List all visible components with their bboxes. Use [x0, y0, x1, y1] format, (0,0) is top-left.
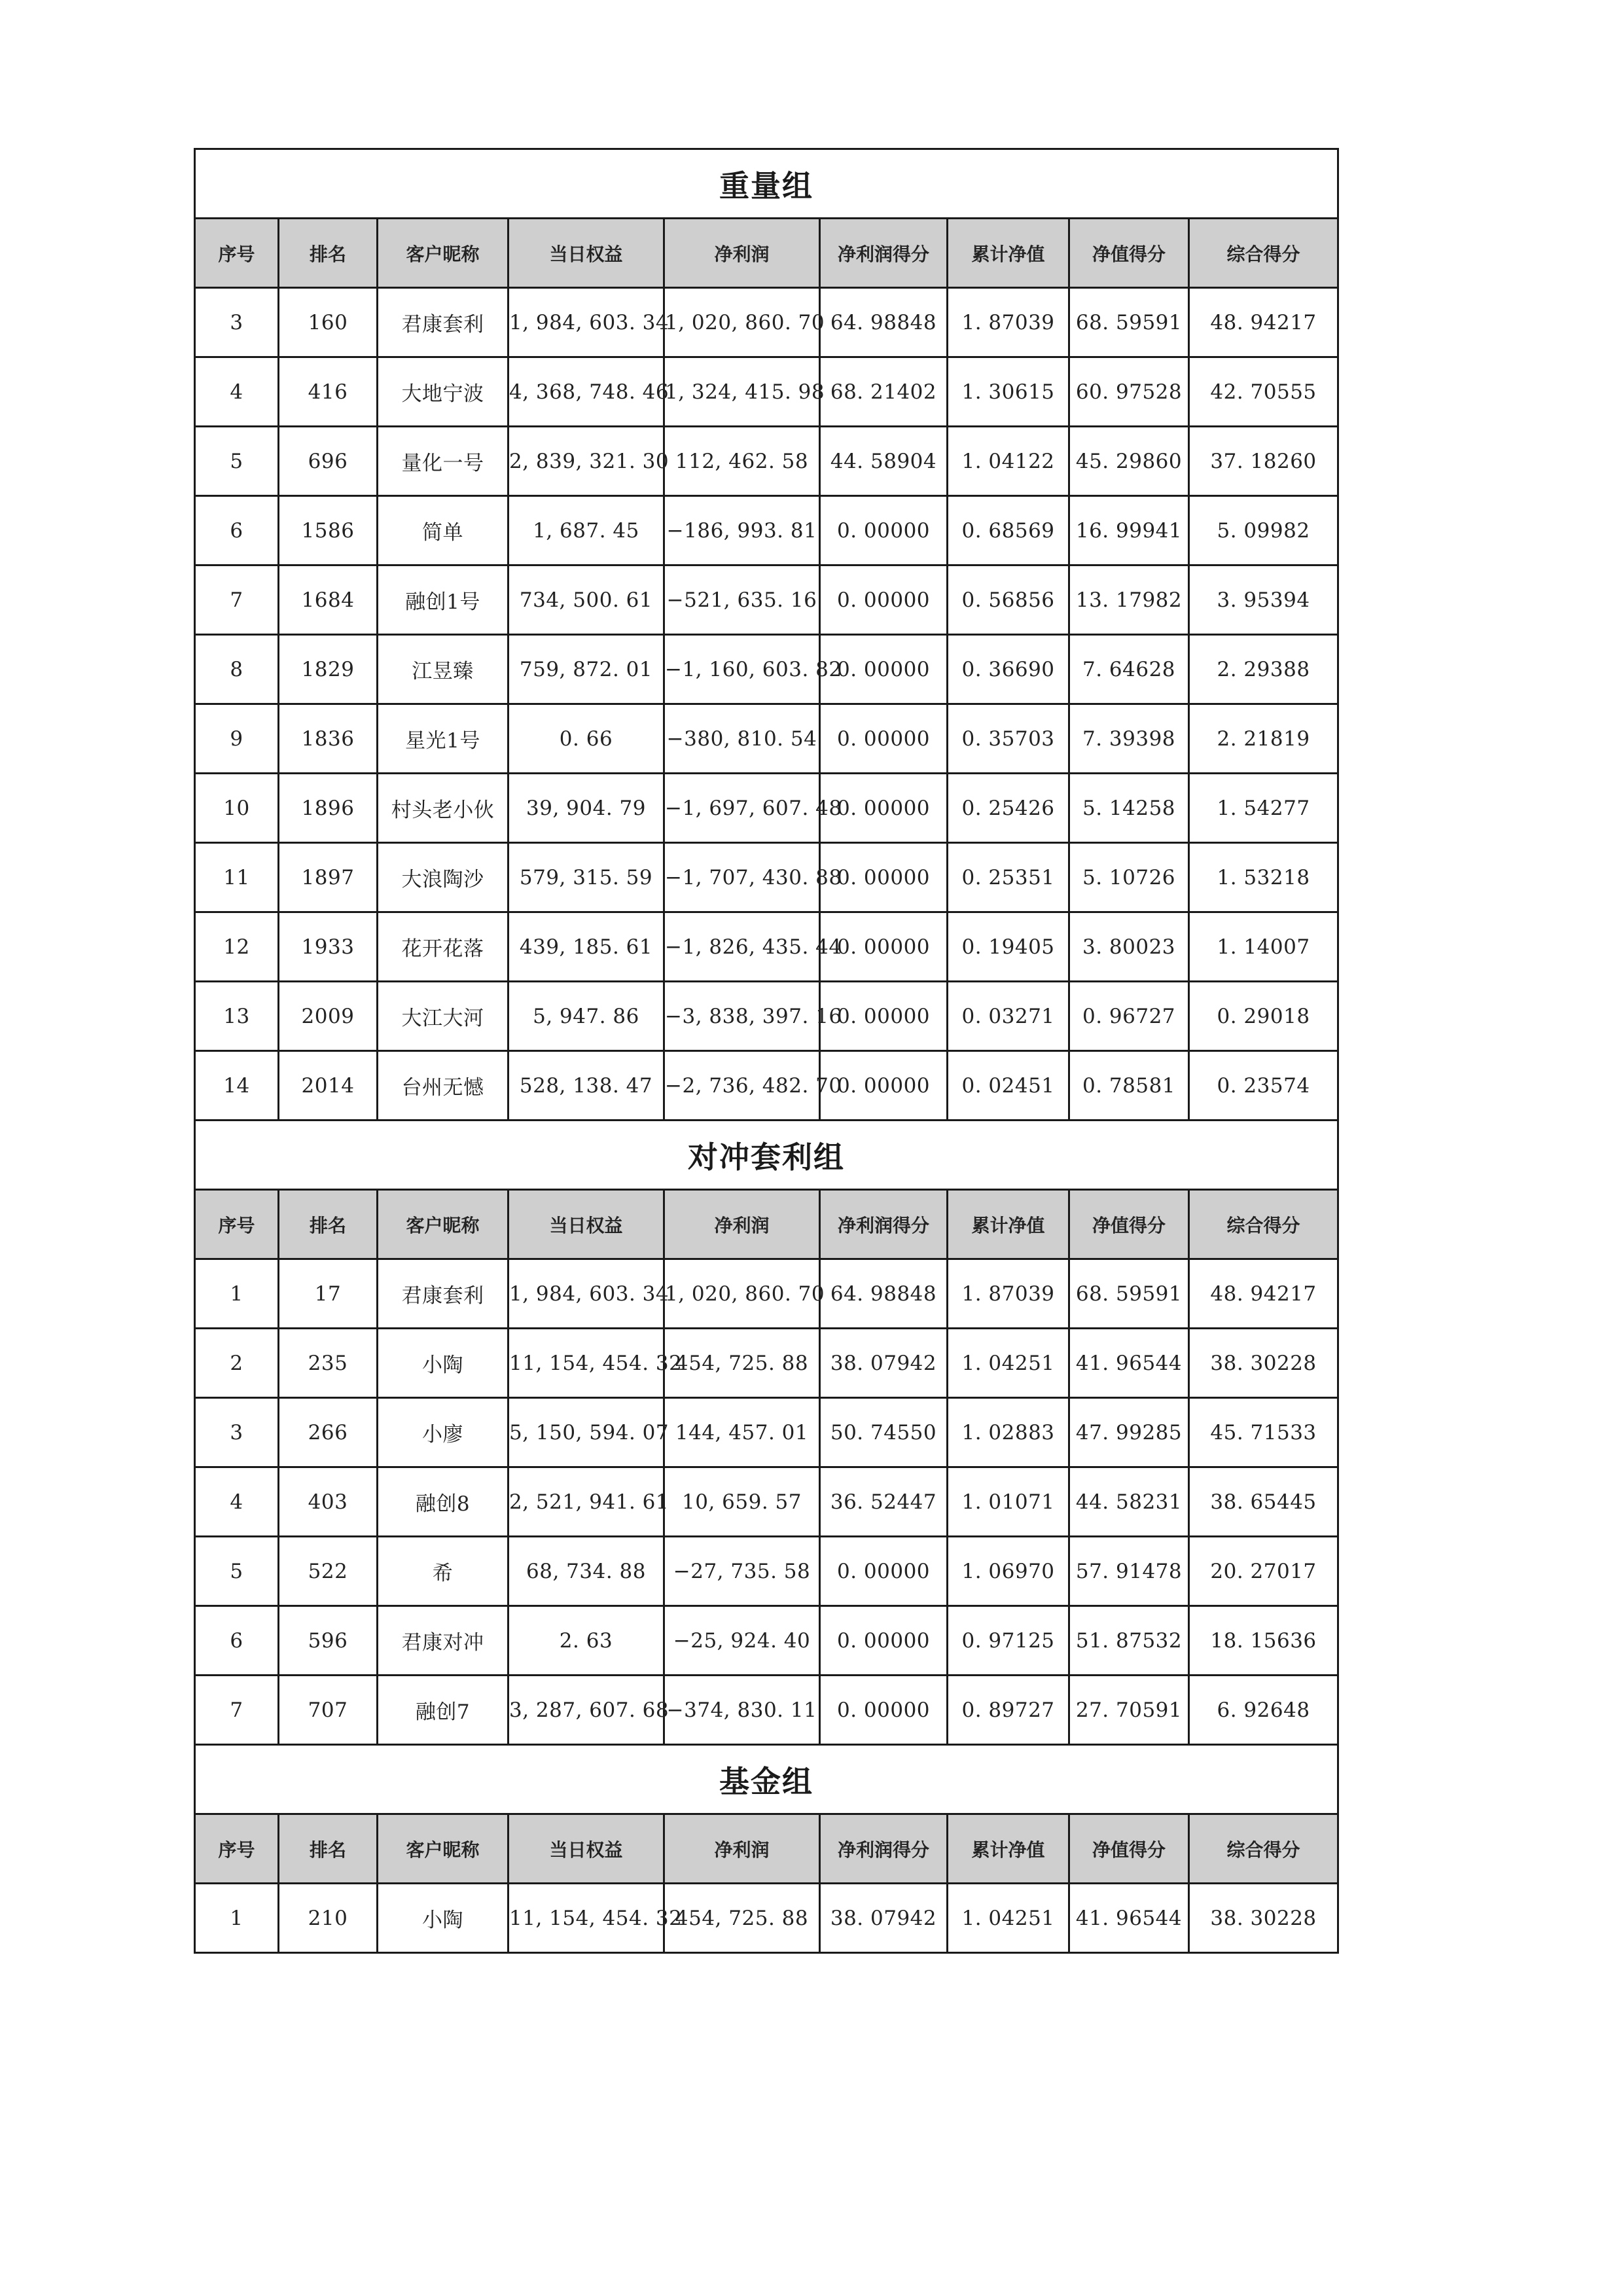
- cell-cumulative-nav: 0. 35703: [948, 704, 1069, 774]
- cell-cumulative-nav: 0. 97125: [948, 1606, 1069, 1676]
- cell-nickname: 量化一号: [378, 427, 508, 496]
- column-header-seq: 序号: [195, 219, 279, 288]
- cell-profit-score: 50. 74550: [820, 1398, 948, 1467]
- cell-seq: 10: [195, 774, 279, 843]
- cell-total-score: 0. 23574: [1189, 1051, 1338, 1121]
- cell-total-score: 48. 94217: [1189, 288, 1338, 357]
- column-header-rank: 排名: [279, 1814, 378, 1884]
- cell-cumulative-nav: 0. 03271: [948, 982, 1069, 1051]
- heavy-group-title: 重量组: [195, 149, 1338, 219]
- table-row: [195, 496, 1338, 565]
- cell-rank: 522: [279, 1537, 378, 1606]
- column-header-rank: 排名: [279, 1190, 378, 1259]
- cell-profit-score: 0. 00000: [820, 912, 948, 982]
- cell-seq: 3: [195, 288, 279, 357]
- cell-nav-score: 16. 99941: [1069, 496, 1189, 565]
- cell-seq: 7: [195, 1676, 279, 1745]
- table-row: [195, 1329, 1338, 1398]
- cell-profit-score: 0. 00000: [820, 1676, 948, 1745]
- cell-equity: 0. 66: [508, 704, 664, 774]
- table-row: [195, 774, 1338, 843]
- cell-seq: 9: [195, 704, 279, 774]
- hedge-arbitrage-group-title: 对冲套利组: [195, 1121, 1338, 1190]
- cell-rank: 1896: [279, 774, 378, 843]
- cell-seq: 1: [195, 1884, 279, 1953]
- cell-net-profit: 1, 020, 860. 70: [664, 288, 820, 357]
- column-header-net-profit: 净利润: [664, 1814, 820, 1884]
- fund-group-title-row: [195, 1745, 1338, 1814]
- cell-cumulative-nav: 1. 30615: [948, 357, 1069, 427]
- cell-rank: 416: [279, 357, 378, 427]
- table-row: [195, 1884, 1338, 1953]
- cell-equity: 579, 315. 59: [508, 843, 664, 912]
- cell-net-profit: 10, 659. 57: [664, 1467, 820, 1537]
- cell-total-score: 37. 18260: [1189, 427, 1338, 496]
- cell-nav-score: 51. 87532: [1069, 1606, 1189, 1676]
- table-row: [195, 1537, 1338, 1606]
- column-header-nickname: 客户昵称: [378, 1190, 508, 1259]
- cell-equity: 1, 984, 603. 34: [508, 1259, 664, 1329]
- cell-nickname: 融创1号: [378, 565, 508, 635]
- cell-nickname: 希: [378, 1537, 508, 1606]
- cell-equity: 439, 185. 61: [508, 912, 664, 982]
- table-row: [195, 1259, 1338, 1329]
- column-header-profit-score: 净利润得分: [820, 1814, 948, 1884]
- cell-profit-score: 0. 00000: [820, 982, 948, 1051]
- cell-cumulative-nav: 1. 06970: [948, 1537, 1069, 1606]
- cell-rank: 17: [279, 1259, 378, 1329]
- cell-equity: 759, 872. 01: [508, 635, 664, 704]
- cell-net-profit: −25, 924. 40: [664, 1606, 820, 1676]
- cell-cumulative-nav: 1. 02883: [948, 1398, 1069, 1467]
- cell-nickname: 大浪陶沙: [378, 843, 508, 912]
- column-header-nickname: 客户昵称: [378, 219, 508, 288]
- table-row: [195, 565, 1338, 635]
- cell-nav-score: 0. 78581: [1069, 1051, 1189, 1121]
- cell-net-profit: −1, 707, 430. 88: [664, 843, 820, 912]
- column-header-total-score: 综合得分: [1189, 219, 1338, 288]
- cell-equity: 39, 904. 79: [508, 774, 664, 843]
- ranking-table-body: [195, 149, 1338, 1953]
- cell-net-profit: 454, 725. 88: [664, 1329, 820, 1398]
- table-row: [195, 704, 1338, 774]
- cell-cumulative-nav: 0. 68569: [948, 496, 1069, 565]
- cell-net-profit: −1, 160, 603. 82: [664, 635, 820, 704]
- cell-profit-score: 0. 00000: [820, 1537, 948, 1606]
- cell-rank: 2014: [279, 1051, 378, 1121]
- cell-total-score: 38. 65445: [1189, 1467, 1338, 1537]
- cell-nav-score: 41. 96544: [1069, 1329, 1189, 1398]
- cell-nickname: 简单: [378, 496, 508, 565]
- cell-rank: 596: [279, 1606, 378, 1676]
- cell-total-score: 1. 14007: [1189, 912, 1338, 982]
- cell-seq: 12: [195, 912, 279, 982]
- cell-nickname: 融创7: [378, 1676, 508, 1745]
- cell-nickname: 君康套利: [378, 1259, 508, 1329]
- cell-profit-score: 44. 58904: [820, 427, 948, 496]
- cell-seq: 14: [195, 1051, 279, 1121]
- cell-profit-score: 38. 07942: [820, 1884, 948, 1953]
- column-header-nickname: 客户昵称: [378, 1814, 508, 1884]
- ranking-table: [194, 148, 1339, 1954]
- column-header-nav-score: 净值得分: [1069, 1814, 1189, 1884]
- cell-rank: 1836: [279, 704, 378, 774]
- table-row: [195, 288, 1338, 357]
- cell-rank: 403: [279, 1467, 378, 1537]
- cell-equity: 5, 150, 594. 07: [508, 1398, 664, 1467]
- cell-seq: 5: [195, 1537, 279, 1606]
- cell-equity: 2. 63: [508, 1606, 664, 1676]
- cell-net-profit: 1, 020, 860. 70: [664, 1259, 820, 1329]
- fund-group-header-row: [195, 1814, 1338, 1884]
- cell-cumulative-nav: 0. 19405: [948, 912, 1069, 982]
- cell-net-profit: −1, 826, 435. 44: [664, 912, 820, 982]
- cell-rank: 696: [279, 427, 378, 496]
- cell-rank: 210: [279, 1884, 378, 1953]
- cell-equity: 5, 947. 86: [508, 982, 664, 1051]
- cell-seq: 13: [195, 982, 279, 1051]
- cell-nav-score: 45. 29860: [1069, 427, 1189, 496]
- cell-rank: 707: [279, 1676, 378, 1745]
- cell-cumulative-nav: 1. 04251: [948, 1329, 1069, 1398]
- cell-profit-score: 36. 52447: [820, 1467, 948, 1537]
- cell-profit-score: 0. 00000: [820, 704, 948, 774]
- cell-cumulative-nav: 1. 87039: [948, 1259, 1069, 1329]
- cell-net-profit: −521, 635. 16: [664, 565, 820, 635]
- cell-profit-score: 0. 00000: [820, 774, 948, 843]
- cell-total-score: 45. 71533: [1189, 1398, 1338, 1467]
- cell-equity: 2, 839, 321. 30: [508, 427, 664, 496]
- cell-nav-score: 3. 80023: [1069, 912, 1189, 982]
- cell-net-profit: −380, 810. 54: [664, 704, 820, 774]
- table-row: [195, 1606, 1338, 1676]
- cell-nav-score: 68. 59591: [1069, 288, 1189, 357]
- cell-net-profit: 454, 725. 88: [664, 1884, 820, 1953]
- cell-nickname: 融创8: [378, 1467, 508, 1537]
- cell-nickname: 大江大河: [378, 982, 508, 1051]
- table-row: [195, 1398, 1338, 1467]
- heavy-group-header-row: [195, 219, 1338, 288]
- cell-profit-score: 0. 00000: [820, 565, 948, 635]
- column-header-nav-score: 净值得分: [1069, 1190, 1189, 1259]
- cell-cumulative-nav: 0. 25426: [948, 774, 1069, 843]
- cell-cumulative-nav: 1. 87039: [948, 288, 1069, 357]
- cell-net-profit: 144, 457. 01: [664, 1398, 820, 1467]
- column-header-seq: 序号: [195, 1814, 279, 1884]
- cell-rank: 266: [279, 1398, 378, 1467]
- cell-profit-score: 68. 21402: [820, 357, 948, 427]
- cell-total-score: 0. 29018: [1189, 982, 1338, 1051]
- cell-nickname: 花开花落: [378, 912, 508, 982]
- hedge-arbitrage-group-header-row: [195, 1190, 1338, 1259]
- cell-cumulative-nav: 0. 25351: [948, 843, 1069, 912]
- cell-nav-score: 7. 64628: [1069, 635, 1189, 704]
- cell-nickname: 君康套利: [378, 288, 508, 357]
- cell-seq: 1: [195, 1259, 279, 1329]
- cell-cumulative-nav: 1. 04251: [948, 1884, 1069, 1953]
- cell-cumulative-nav: 0. 02451: [948, 1051, 1069, 1121]
- column-header-profit-score: 净利润得分: [820, 1190, 948, 1259]
- cell-net-profit: −3, 838, 397. 16: [664, 982, 820, 1051]
- cell-profit-score: 0. 00000: [820, 1051, 948, 1121]
- cell-equity: 11, 154, 454. 32: [508, 1884, 664, 1953]
- cell-rank: 160: [279, 288, 378, 357]
- cell-profit-score: 0. 00000: [820, 635, 948, 704]
- table-row: [195, 843, 1338, 912]
- column-header-equity: 当日权益: [508, 1814, 664, 1884]
- cell-nav-score: 13. 17982: [1069, 565, 1189, 635]
- cell-nickname: 君康对冲: [378, 1606, 508, 1676]
- hedge-arbitrage-group-title-row: [195, 1121, 1338, 1190]
- cell-profit-score: 0. 00000: [820, 843, 948, 912]
- cell-nav-score: 47. 99285: [1069, 1398, 1189, 1467]
- cell-net-profit: −2, 736, 482. 70: [664, 1051, 820, 1121]
- table-row: [195, 357, 1338, 427]
- cell-seq: 6: [195, 1606, 279, 1676]
- cell-nav-score: 68. 59591: [1069, 1259, 1189, 1329]
- cell-rank: 1684: [279, 565, 378, 635]
- cell-equity: 3, 287, 607. 68: [508, 1676, 664, 1745]
- cell-nav-score: 44. 58231: [1069, 1467, 1189, 1537]
- cell-nickname: 小陶: [378, 1884, 508, 1953]
- cell-net-profit: −27, 735. 58: [664, 1537, 820, 1606]
- cell-nav-score: 7. 39398: [1069, 704, 1189, 774]
- table-row: [195, 1051, 1338, 1121]
- cell-nav-score: 5. 10726: [1069, 843, 1189, 912]
- cell-total-score: 42. 70555: [1189, 357, 1338, 427]
- column-header-seq: 序号: [195, 1190, 279, 1259]
- cell-total-score: 3. 95394: [1189, 565, 1338, 635]
- cell-net-profit: 1, 324, 415. 98: [664, 357, 820, 427]
- cell-total-score: 5. 09982: [1189, 496, 1338, 565]
- cell-nickname: 台州无憾: [378, 1051, 508, 1121]
- table-row: [195, 912, 1338, 982]
- column-header-nav-score: 净值得分: [1069, 219, 1189, 288]
- cell-seq: 8: [195, 635, 279, 704]
- cell-nav-score: 0. 96727: [1069, 982, 1189, 1051]
- cell-total-score: 2. 21819: [1189, 704, 1338, 774]
- cell-rank: 1933: [279, 912, 378, 982]
- fund-group-title: 基金组: [195, 1745, 1338, 1814]
- cell-cumulative-nav: 1. 04122: [948, 427, 1069, 496]
- column-header-equity: 当日权益: [508, 1190, 664, 1259]
- cell-seq: 11: [195, 843, 279, 912]
- cell-cumulative-nav: 0. 36690: [948, 635, 1069, 704]
- cell-rank: 1897: [279, 843, 378, 912]
- column-header-total-score: 综合得分: [1189, 1190, 1338, 1259]
- table-row: [195, 635, 1338, 704]
- cell-nickname: 小廖: [378, 1398, 508, 1467]
- cell-equity: 1, 984, 603. 34: [508, 288, 664, 357]
- cell-rank: 1829: [279, 635, 378, 704]
- column-header-net-profit: 净利润: [664, 1190, 820, 1259]
- cell-seq: 7: [195, 565, 279, 635]
- table-row: [195, 427, 1338, 496]
- cell-nav-score: 60. 97528: [1069, 357, 1189, 427]
- cell-nickname: 江昱臻: [378, 635, 508, 704]
- column-header-net-profit: 净利润: [664, 219, 820, 288]
- cell-nickname: 大地宁波: [378, 357, 508, 427]
- cell-seq: 2: [195, 1329, 279, 1398]
- cell-total-score: 18. 15636: [1189, 1606, 1338, 1676]
- cell-equity: 2, 521, 941. 61: [508, 1467, 664, 1537]
- cell-equity: 734, 500. 61: [508, 565, 664, 635]
- cell-net-profit: 112, 462. 58: [664, 427, 820, 496]
- cell-nickname: 村头老小伙: [378, 774, 508, 843]
- cell-rank: 2009: [279, 982, 378, 1051]
- cell-total-score: 38. 30228: [1189, 1884, 1338, 1953]
- column-header-equity: 当日权益: [508, 219, 664, 288]
- column-header-cumulative-nav: 累计净值: [948, 1190, 1069, 1259]
- cell-equity: 11, 154, 454. 32: [508, 1329, 664, 1398]
- cell-rank: 235: [279, 1329, 378, 1398]
- cell-total-score: 1. 54277: [1189, 774, 1338, 843]
- table-row: [195, 1676, 1338, 1745]
- cell-seq: 4: [195, 357, 279, 427]
- cell-net-profit: −374, 830. 11: [664, 1676, 820, 1745]
- cell-nav-score: 27. 70591: [1069, 1676, 1189, 1745]
- cell-equity: 4, 368, 748. 46: [508, 357, 664, 427]
- cell-nav-score: 57. 91478: [1069, 1537, 1189, 1606]
- cell-nickname: 小陶: [378, 1329, 508, 1398]
- cell-total-score: 2. 29388: [1189, 635, 1338, 704]
- cell-total-score: 38. 30228: [1189, 1329, 1338, 1398]
- cell-seq: 6: [195, 496, 279, 565]
- cell-cumulative-nav: 0. 89727: [948, 1676, 1069, 1745]
- cell-equity: 1, 687. 45: [508, 496, 664, 565]
- cell-seq: 3: [195, 1398, 279, 1467]
- cell-nickname: 星光1号: [378, 704, 508, 774]
- cell-profit-score: 0. 00000: [820, 1606, 948, 1676]
- cell-seq: 5: [195, 427, 279, 496]
- column-header-total-score: 综合得分: [1189, 1814, 1338, 1884]
- cell-profit-score: 64. 98848: [820, 1259, 948, 1329]
- cell-cumulative-nav: 1. 01071: [948, 1467, 1069, 1537]
- cell-nav-score: 5. 14258: [1069, 774, 1189, 843]
- column-header-cumulative-nav: 累计净值: [948, 1814, 1069, 1884]
- cell-profit-score: 38. 07942: [820, 1329, 948, 1398]
- cell-total-score: 20. 27017: [1189, 1537, 1338, 1606]
- heavy-group-title-row: [195, 149, 1338, 219]
- table-row: [195, 982, 1338, 1051]
- cell-net-profit: −1, 697, 607. 48: [664, 774, 820, 843]
- cell-rank: 1586: [279, 496, 378, 565]
- column-header-profit-score: 净利润得分: [820, 219, 948, 288]
- cell-profit-score: 64. 98848: [820, 288, 948, 357]
- cell-nav-score: 41. 96544: [1069, 1884, 1189, 1953]
- cell-total-score: 48. 94217: [1189, 1259, 1338, 1329]
- cell-total-score: 1. 53218: [1189, 843, 1338, 912]
- cell-profit-score: 0. 00000: [820, 496, 948, 565]
- cell-cumulative-nav: 0. 56856: [948, 565, 1069, 635]
- table-row: [195, 1467, 1338, 1537]
- cell-total-score: 6. 92648: [1189, 1676, 1338, 1745]
- cell-equity: 68, 734. 88: [508, 1537, 664, 1606]
- cell-equity: 528, 138. 47: [508, 1051, 664, 1121]
- column-header-cumulative-nav: 累计净值: [948, 219, 1069, 288]
- column-header-rank: 排名: [279, 219, 378, 288]
- cell-seq: 4: [195, 1467, 279, 1537]
- cell-net-profit: −186, 993. 81: [664, 496, 820, 565]
